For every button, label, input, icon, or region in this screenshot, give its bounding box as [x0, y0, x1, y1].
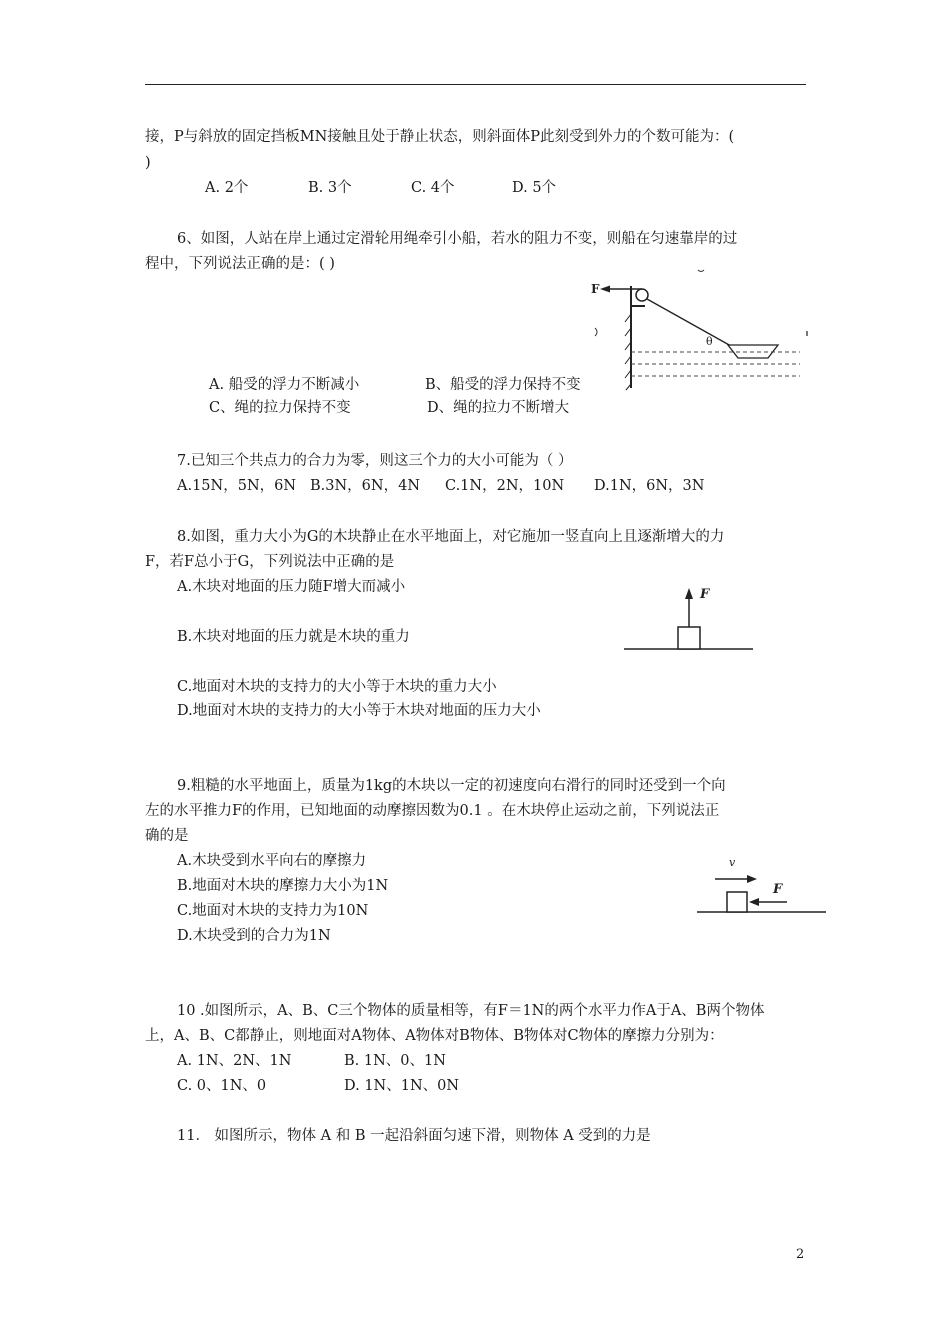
- q6-option-a: A. 船受的浮力不断减小: [209, 377, 360, 393]
- q7-line-1: 7.已知三个共点力的合力为零，则这三个力的大小可能为（ ）: [177, 453, 573, 469]
- q7-option-b: B.3N，6N，4N: [310, 478, 421, 494]
- q7-option-d: D.1N，6N，3N: [594, 478, 705, 494]
- q9-line-2: 左的水平推力F的作用，已知地面的动摩擦因数为0.1 。在木块停止运动之前，下列说法正: [145, 803, 720, 819]
- q6-option-d: D、绳的拉力不断增大: [427, 400, 570, 416]
- q8-block-figure: [622, 582, 757, 654]
- q5-line-2: ): [145, 155, 151, 171]
- q9-line-3: 确的是: [145, 828, 189, 844]
- force-label: F: [773, 882, 783, 897]
- header-rule: [145, 84, 806, 85]
- page-number: 2: [796, 1247, 805, 1262]
- q10-option-b: B. 1N、0、1N: [344, 1053, 446, 1069]
- q9-option-c: C.地面对木块的支持力为10N: [177, 903, 369, 919]
- q9-option-b: B.地面对木块的摩擦力大小为1N: [177, 878, 389, 894]
- q8-line-2: F，若F总小于G，下列说法中正确的是: [145, 554, 395, 570]
- force-arrow: [600, 286, 610, 293]
- block: [727, 892, 747, 912]
- block: [678, 627, 700, 649]
- q5-line-1: 接，P与斜放的固定挡板MN接触且处于静止状态，则斜面体P此刻受到外力的个数可能为：(: [145, 129, 735, 145]
- q8-line-1: 8.如图，重力大小为G的木块静止在水平地面上，对它施加一竖直向上且逐渐增大的力: [177, 529, 725, 545]
- force-arrow: [749, 898, 759, 906]
- q6-option-c: C、绳的拉力保持不变: [209, 400, 351, 416]
- force-label: F: [700, 587, 710, 602]
- q8-option-a: A.木块对地面的压力随F增大而减小: [177, 579, 406, 595]
- q6-line-2: 程中，下列说法正确的是：( ): [145, 256, 335, 272]
- q10-line-1: 10 .如图所示，A、B、C三个物体的质量相等，有F＝1N的两个水平力作A于A、B两个物体: [177, 1003, 765, 1019]
- q9-option-d: D.木块受到的合力为1N: [177, 928, 331, 944]
- q9-option-a: A.木块受到水平向右的摩擦力: [177, 853, 367, 869]
- pulley: [636, 289, 648, 301]
- q7-option-a: A.15N，5N，6N: [177, 478, 297, 494]
- q9-block-figure: [695, 855, 830, 917]
- force-label: F: [591, 282, 600, 296]
- velocity-label: v: [729, 856, 736, 869]
- force-arrow: [685, 588, 693, 599]
- q10-option-d: D. 1N、1N、0N: [344, 1078, 460, 1094]
- q10-option-c: C. 0、1N、0: [177, 1078, 267, 1094]
- q8-option-c: C.地面对木块的支持力的大小等于木块的重力大小: [177, 679, 497, 695]
- q8-option-b: B.木块对地面的压力就是木块的重力: [177, 629, 410, 645]
- q6-pulley-boat-figure: [588, 266, 813, 391]
- q11-line-1: 11． 如图所示，物体 A 和 B 一起沿斜面匀速下滑，则物体 A 受到的力是: [177, 1128, 651, 1144]
- q5-option-c: C. 4个: [411, 180, 455, 196]
- q9-line-1: 9.粗糙的水平地面上，质量为1kg的木块以一定的初速度向右滑行的同时还受到一个向: [177, 778, 726, 794]
- q5-option-d: D. 5个: [512, 180, 557, 196]
- q5-option-b: B. 3个: [308, 180, 352, 196]
- q10-line-2: 上，A、B、C都静止，则地面对A物体、A物体对B物体、B物体对C物体的摩擦力分别为：: [145, 1028, 724, 1044]
- q7-option-c: C.1N，2N，10N: [445, 478, 565, 494]
- q6-option-b: B、船受的浮力保持不变: [425, 377, 581, 393]
- angle-label: θ: [706, 335, 713, 348]
- q5-option-a: A. 2个: [205, 180, 249, 196]
- q6-line-1: 6、如图，人站在岸上通过定滑轮用绳牵引小船，若水的阻力不变，则船在匀速靠岸的过: [177, 231, 738, 247]
- q8-option-d: D.地面对木块的支持力的大小等于木块对地面的压力大小: [177, 703, 541, 719]
- velocity-arrow: [747, 875, 757, 883]
- q10-option-a: A. 1N、2N、1N: [177, 1053, 292, 1069]
